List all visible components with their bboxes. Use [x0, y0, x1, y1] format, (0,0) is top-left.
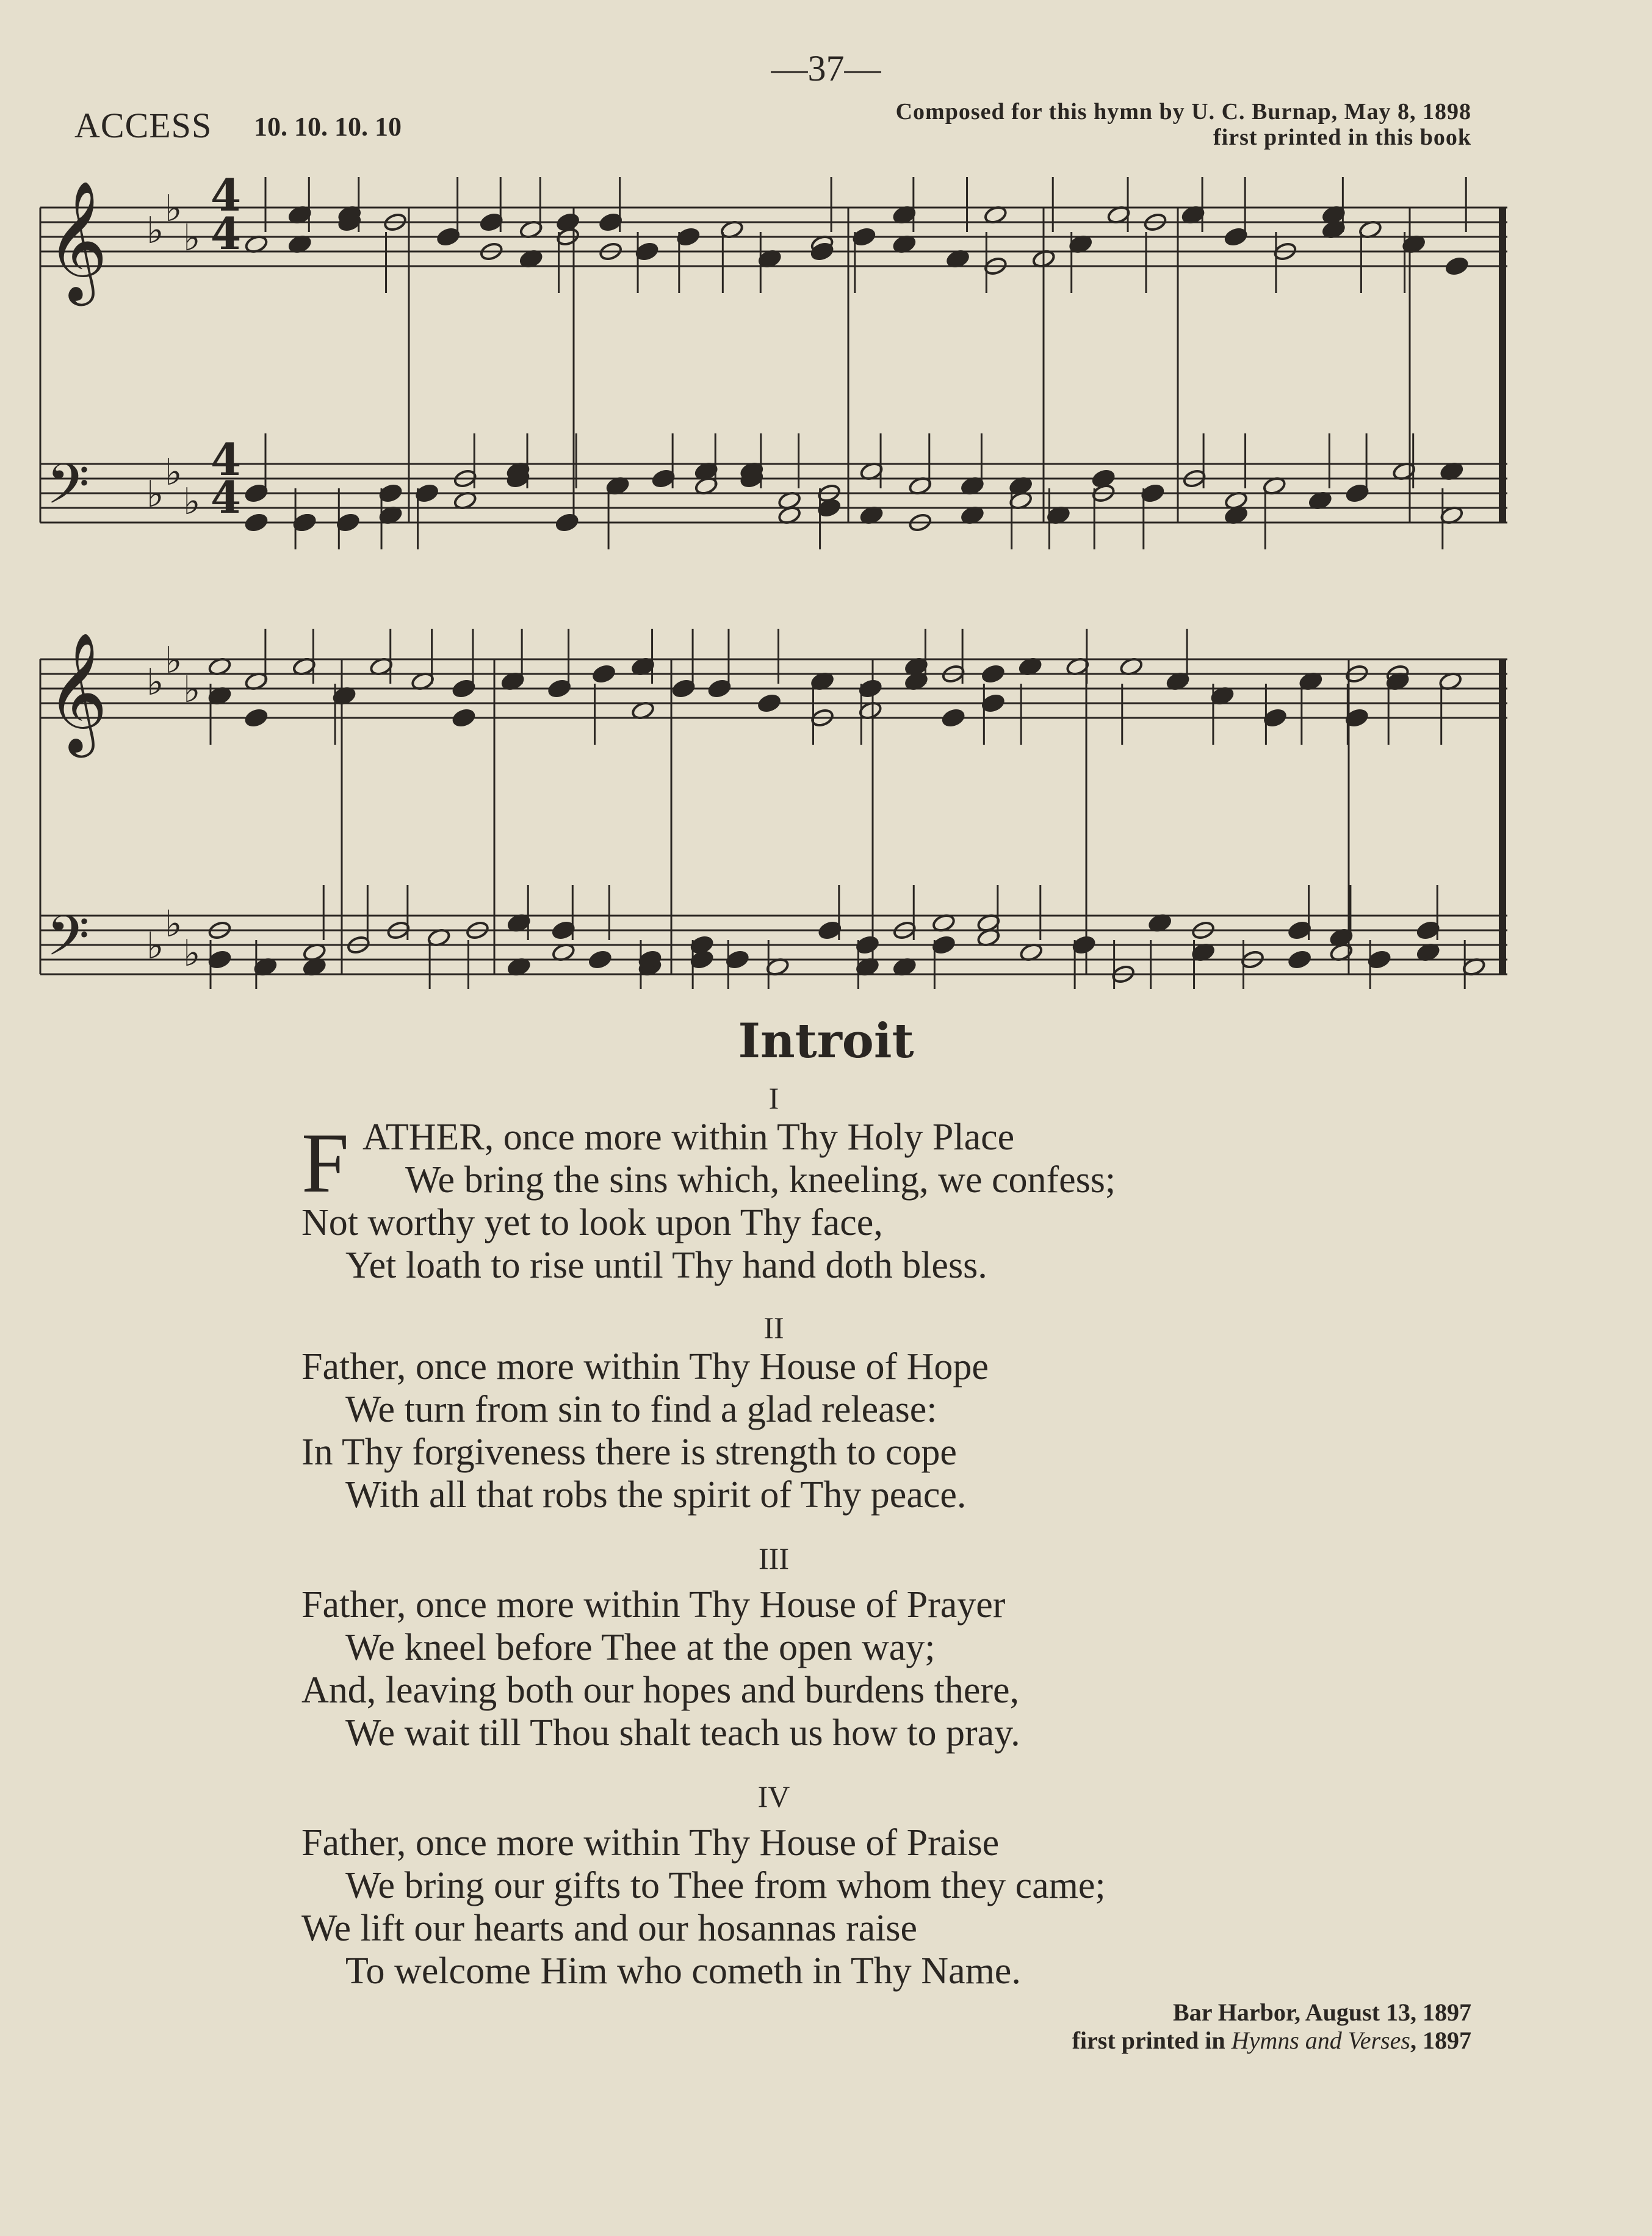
- note-head: [1445, 256, 1469, 276]
- stanza-2-line-2: We turn from sin to find a glad release:: [345, 1389, 937, 1430]
- drop-cap: F: [301, 1116, 349, 1210]
- stanza-2-line-1: Father, once more within Thy House of Hope: [301, 1346, 989, 1388]
- stanza-4-line-2: We bring our gifts to Thee from whom they came;: [345, 1865, 1106, 1906]
- flat-icon: ♭: [165, 639, 182, 682]
- flat-icon: ♭: [165, 451, 182, 494]
- composer-credit-line2: first printed in this book: [1213, 125, 1471, 150]
- stanza-2-line-4: With all that robs the spirit of Thy peace.: [345, 1474, 967, 1516]
- stanza-1-line-2: We bring the sins which, kneeling, we confess;: [405, 1159, 1116, 1201]
- note-head: [757, 693, 782, 713]
- flat-icon: ♭: [165, 903, 182, 946]
- flat-icon: ♭: [146, 661, 164, 704]
- note-head: [1288, 949, 1312, 969]
- stanza-1-line-1: ATHER, once more within Thy Holy Place: [363, 1116, 1015, 1158]
- composer-credit-line1: Composed for this hymn by U. C. Burnap, May 8, 1898: [895, 99, 1471, 125]
- bass-clef-icon: 𝄢: [46, 452, 90, 530]
- stanza-2-line-3: In Thy forgiveness there is strength to cope: [301, 1431, 957, 1473]
- note-head: [244, 707, 269, 728]
- time-signature-treble-top: 4: [211, 169, 242, 221]
- footer-source-title: Hymns and Verses: [1231, 2027, 1410, 2054]
- stanza-number-4: IV: [757, 1779, 790, 1814]
- note-head: [452, 707, 476, 728]
- note-head: [1091, 468, 1116, 488]
- time-signature-bass-bottom: 4: [211, 471, 242, 523]
- flat-icon: ♭: [165, 187, 182, 230]
- stanza-number-3: III: [759, 1541, 789, 1576]
- footer-line2-suffix: , 1897: [1410, 2027, 1471, 2054]
- note-head: [592, 664, 616, 684]
- stanza-1-line-3: Not worthy yet to look upon Thy face,: [301, 1202, 883, 1243]
- hymn-title: Introit: [738, 1013, 914, 1069]
- footer-line1: Bar Harbor, August 13, 1897: [1173, 1999, 1471, 2026]
- flat-icon: ♭: [183, 668, 201, 711]
- tune-meter: 10. 10. 10. 10: [254, 112, 402, 142]
- time-signature-bass-top: 4: [211, 433, 242, 485]
- stanza-number-2: II: [763, 1311, 784, 1345]
- treble-clef-icon: 𝄞: [46, 180, 108, 301]
- stanza-1-line-4: Yet loath to rise until Thy hand doth bless.: [345, 1245, 987, 1286]
- flat-icon: ♭: [146, 925, 164, 968]
- final-bar: [1499, 659, 1506, 974]
- page-number: —37—: [771, 48, 881, 89]
- flat-icon: ♭: [183, 480, 201, 523]
- note-head: [941, 707, 965, 728]
- note-head: [981, 664, 1005, 684]
- note-head: [555, 512, 579, 532]
- tune-name: ACCESS: [74, 106, 212, 145]
- footer-line2: [1072, 2027, 1471, 2055]
- stanza-3-line-4: We wait till Thou shalt teach us how to pray.: [345, 1712, 1020, 1754]
- music-score: [37, 159, 1513, 989]
- treble-clef-icon: 𝄞: [46, 632, 108, 753]
- flat-icon: ♭: [183, 932, 201, 975]
- composer-credit: [896, 99, 1471, 150]
- time-signature-treble-bottom: 4: [211, 208, 242, 259]
- stanza-4-line-4: To welcome Him who cometh in Thy Name.: [345, 1950, 1021, 1992]
- note-head: [588, 949, 612, 969]
- stanza-4-line-3: We lift our hearts and our hosannas raise: [301, 1908, 918, 1949]
- stanza-3-line-1: Father, once more within Thy House of Prayer: [301, 1584, 1006, 1626]
- bass-clef-icon: 𝄢: [46, 903, 90, 982]
- flat-icon: ♭: [146, 473, 164, 516]
- stanza-3-line-3: And, leaving both our hopes and burdens there,: [301, 1670, 1020, 1711]
- final-bar: [1499, 208, 1506, 523]
- footer-attribution: [1072, 1999, 1471, 2055]
- stanza-3-line-2: We kneel before Thee at the open way;: [345, 1627, 936, 1668]
- stanza-number-1: I: [768, 1081, 779, 1115]
- note-head: [244, 512, 269, 532]
- stanza-4-line-1: Father, once more within Thy House of Praise: [301, 1822, 1000, 1864]
- footer-line2-prefix: first printed in: [1072, 2027, 1232, 2054]
- flat-icon: ♭: [183, 217, 201, 259]
- flat-icon: ♭: [146, 209, 164, 252]
